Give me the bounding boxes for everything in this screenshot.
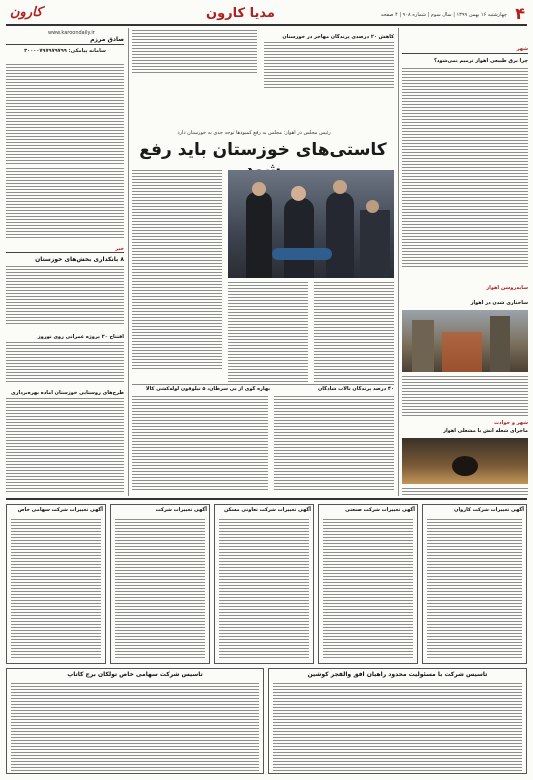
right-headline-3: ماجرای شعله آتش با مشعلی اهواز: [443, 428, 528, 434]
right-photo-2: [402, 438, 528, 484]
sub-headline: رئیس مجلس در اهواز: مجلس به رفع کمبودها توجه جدی به خوزستان دارد: [177, 130, 331, 136]
ad-box-3: [214, 504, 314, 664]
right-photo-1: [402, 310, 528, 372]
ad-title-1: آگهی تغییرات شرکت سهامی خاص: [17, 507, 103, 513]
right-column: [402, 30, 528, 496]
phone-line: سامانه پیامکی: ۳۰۰۰۰۷۹۷۹۷۹۷۹۹: [24, 48, 106, 54]
ad-title-4: آگهی تغییرات شرکت صنعتی: [345, 507, 415, 513]
bottom-ad-left-title: تاسیس شرکت سهامی خاص تولکان برج کاتاپ: [67, 671, 203, 678]
left-section-tag: خبر: [115, 246, 124, 252]
right-headline-2: ساختاری شدن در اهواز: [470, 300, 528, 306]
bottom-ad-right: [268, 668, 527, 774]
ad-box-1: [6, 504, 106, 664]
section-title: مدیا کارون: [206, 6, 275, 21]
right-section-tag-2: شهر و حوادث: [494, 420, 528, 426]
main-headline: کاستی‌های خوزستان باید رفع: [139, 140, 387, 160]
right-headline-1: چرا برق طبیعی اهواز ترمیم نمی‌شود؟: [433, 58, 528, 64]
bottom-ad-left: [6, 668, 264, 774]
ad-title-5: آگهی تغییرات شرکت کاروان: [454, 507, 524, 513]
main-photo: [228, 170, 394, 278]
center-top-headline: کاهش ۲۰ درصدی پرندگان مهاجر در خوزستان: [282, 34, 394, 40]
date-line: چهارشنبه ۱۶ بهمن ۱۳۹۹ | سال سوم | شماره ۹۰۸ | ۴ صفحه: [380, 12, 507, 18]
ad-title-2: آگهی تغییرات شرکت: [155, 507, 207, 513]
ad-box-4: [318, 504, 418, 664]
left-column: [6, 36, 124, 496]
ad-box-2: [110, 504, 210, 664]
author-title: صادق مرزم: [90, 36, 124, 43]
ad-box-5: [422, 504, 527, 664]
center-headline-a: ۴۰ درصد پرندگان تالاب شادگان: [318, 386, 394, 392]
website[interactable]: www.karoondaily.ir: [48, 30, 95, 36]
page-number: ۴: [515, 4, 525, 23]
center-headline-b: بهاره گوی از بی سرطان، ۵ تیلوفون لوله‌کشی کالا: [145, 386, 270, 392]
left-headline-3: افتتاح ۲۰ پروژه عمرانی روی نوروز: [37, 334, 124, 340]
center-column: [132, 30, 394, 496]
logo: کارون: [10, 5, 43, 20]
right-photo-caption: سایه‌روشن اهواز: [486, 285, 528, 291]
bottom-ad-right-title: تاسیس شرکت با مسئولیت محدود راهیان افق والفجر کوشین: [307, 671, 488, 678]
left-headline-4: طرح‌های روستایی خوزستان آماده بهره‌برداری: [11, 390, 124, 396]
left-headline-2: ۸ بانکداری بخش‌های خوزستان: [35, 256, 124, 263]
ad-title-3: آگهی تغییرات شرکت تعاونی مسکن: [223, 507, 311, 513]
masthead: [6, 4, 527, 26]
right-section-tag: شهر: [516, 46, 528, 52]
